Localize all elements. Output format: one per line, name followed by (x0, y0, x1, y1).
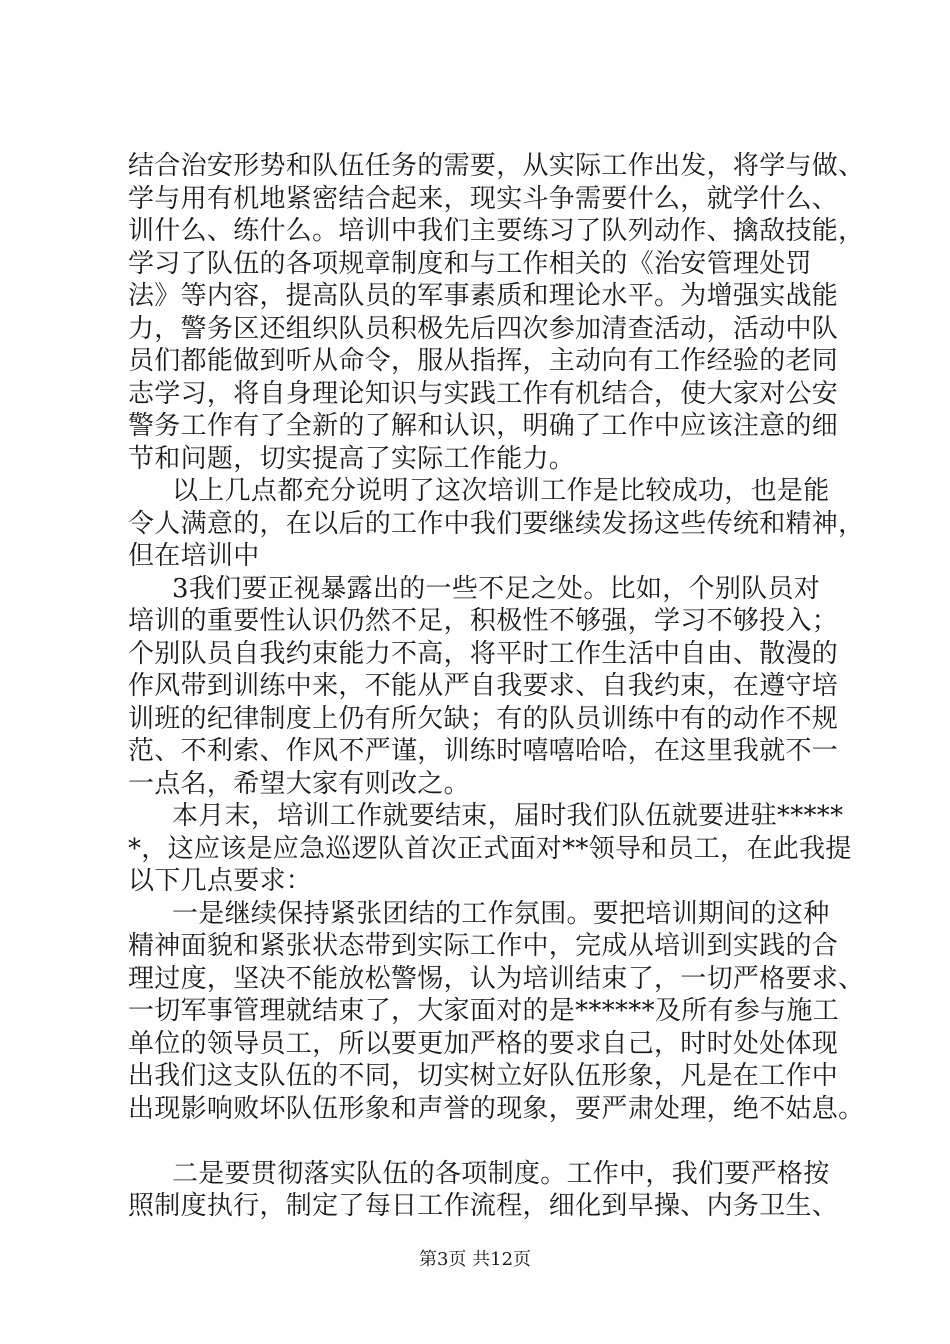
paragraph-start-line: 3我们要正视暴露出的一些不足之处。比如，个别队员对 (172, 573, 821, 604)
text-line: 照制度执行，制定了每日工作流程，细化到早操、内务卫生、 (128, 1191, 839, 1221)
paragraph-gap (128, 1125, 832, 1158)
text-line: 范、不利索、作风不严谨，训练时嘻嘻哈哈，在这里我就不一 (128, 736, 839, 766)
text-line: 作风带到训练中来，不能从严自我要求、自我约束，在遵守培 (128, 671, 839, 701)
text-line: 一切军事管理就结束了，大家面对的是******及所有参与施工 (128, 996, 840, 1026)
text-line: 一点名，希望大家有则改之。 (128, 768, 470, 799)
text-line: 令人满意的，在以后的工作中我们要继续发扬这些传统和精神， (128, 508, 865, 539)
text-line: 学与用有机地紧密结合起来，现实斗争需要什么，就学什么、 (128, 183, 839, 214)
document-body (128, 150, 865, 1223)
paragraph-start-line: 以上几点都充分说明了这次培训工作是比较成功，也是能 (172, 476, 830, 506)
page-footer: 第3页 共12页 (418, 1249, 532, 1270)
text-line: 训班的纪律制度上仍有所欠缺；有的队员训练中有的动作不规 (128, 703, 839, 734)
text-line: 志学习，将自身理论知识与实践工作有机结合，使大家对公安 (128, 378, 839, 409)
text-line: 节和问题，切实提高了实际工作能力。 (128, 443, 576, 474)
paragraph-start-line: 本月末，培训工作就要结束，届时我们队伍就要进驻***** (172, 801, 844, 831)
text-line: 以下几点要求： (128, 866, 313, 896)
text-line: 训什么、练什么。培训中我们主要练习了队列动作、擒敌技能， (128, 216, 865, 246)
text-line: 个别队员自我约束能力不高，将平时工作生活中自由、散漫的 (128, 638, 839, 669)
text-line: 力，警务区还组织队员积极先后四次参加清查活动，活动中队 (128, 313, 839, 344)
paragraph-start-line: 二是要贯彻落实队伍的各项制度。工作中，我们要严格按 (172, 1158, 830, 1189)
text-line: 出现影响败坏队伍形象和声誉的现象，要严肃处理，绝不姑息。 (128, 1093, 865, 1124)
text-line: 员们都能做到听从命令，服从指挥，主动向有工作经验的老同 (128, 346, 839, 376)
text-line: 法》等内容，提高队员的军事素质和理论水平。为增强实战能 (128, 281, 839, 311)
text-line: 单位的领导员工，所以要更加严格的要求自己，时时处处体现 (128, 1028, 839, 1059)
text-line: 精神面貌和紧张状态带到实际工作中，完成从培训到实践的合 (128, 931, 839, 961)
paragraph-start-line: 一是继续保持紧张团结的工作氛围。要把培训期间的这种 (172, 898, 830, 929)
text-line: 培训的重要性认识仍然不足，积极性不够强，学习不够投入； (128, 606, 839, 636)
text-line: 结合治安形势和队伍任务的需要，从实际工作出发，将学与做、 (128, 151, 865, 181)
text-line: 出我们这支队伍的不同，切实树立好队伍形象，凡是在工作中 (128, 1061, 839, 1091)
text-line: 理过度，坚决不能放松警惕，认为培训结束了，一切严格要求、 (128, 963, 865, 994)
text-line: *，这应该是应急巡逻队首次正式面对**领导和员工，在此我提 (128, 833, 852, 864)
text-line: 学习了队伍的各项规章制度和与工作相关的《治安管理处罚 (128, 248, 812, 279)
text-line: 但在培训中 (128, 541, 260, 571)
text-line: 警务工作有了全新的了解和认识，明确了工作中应该注意的细 (128, 411, 839, 441)
